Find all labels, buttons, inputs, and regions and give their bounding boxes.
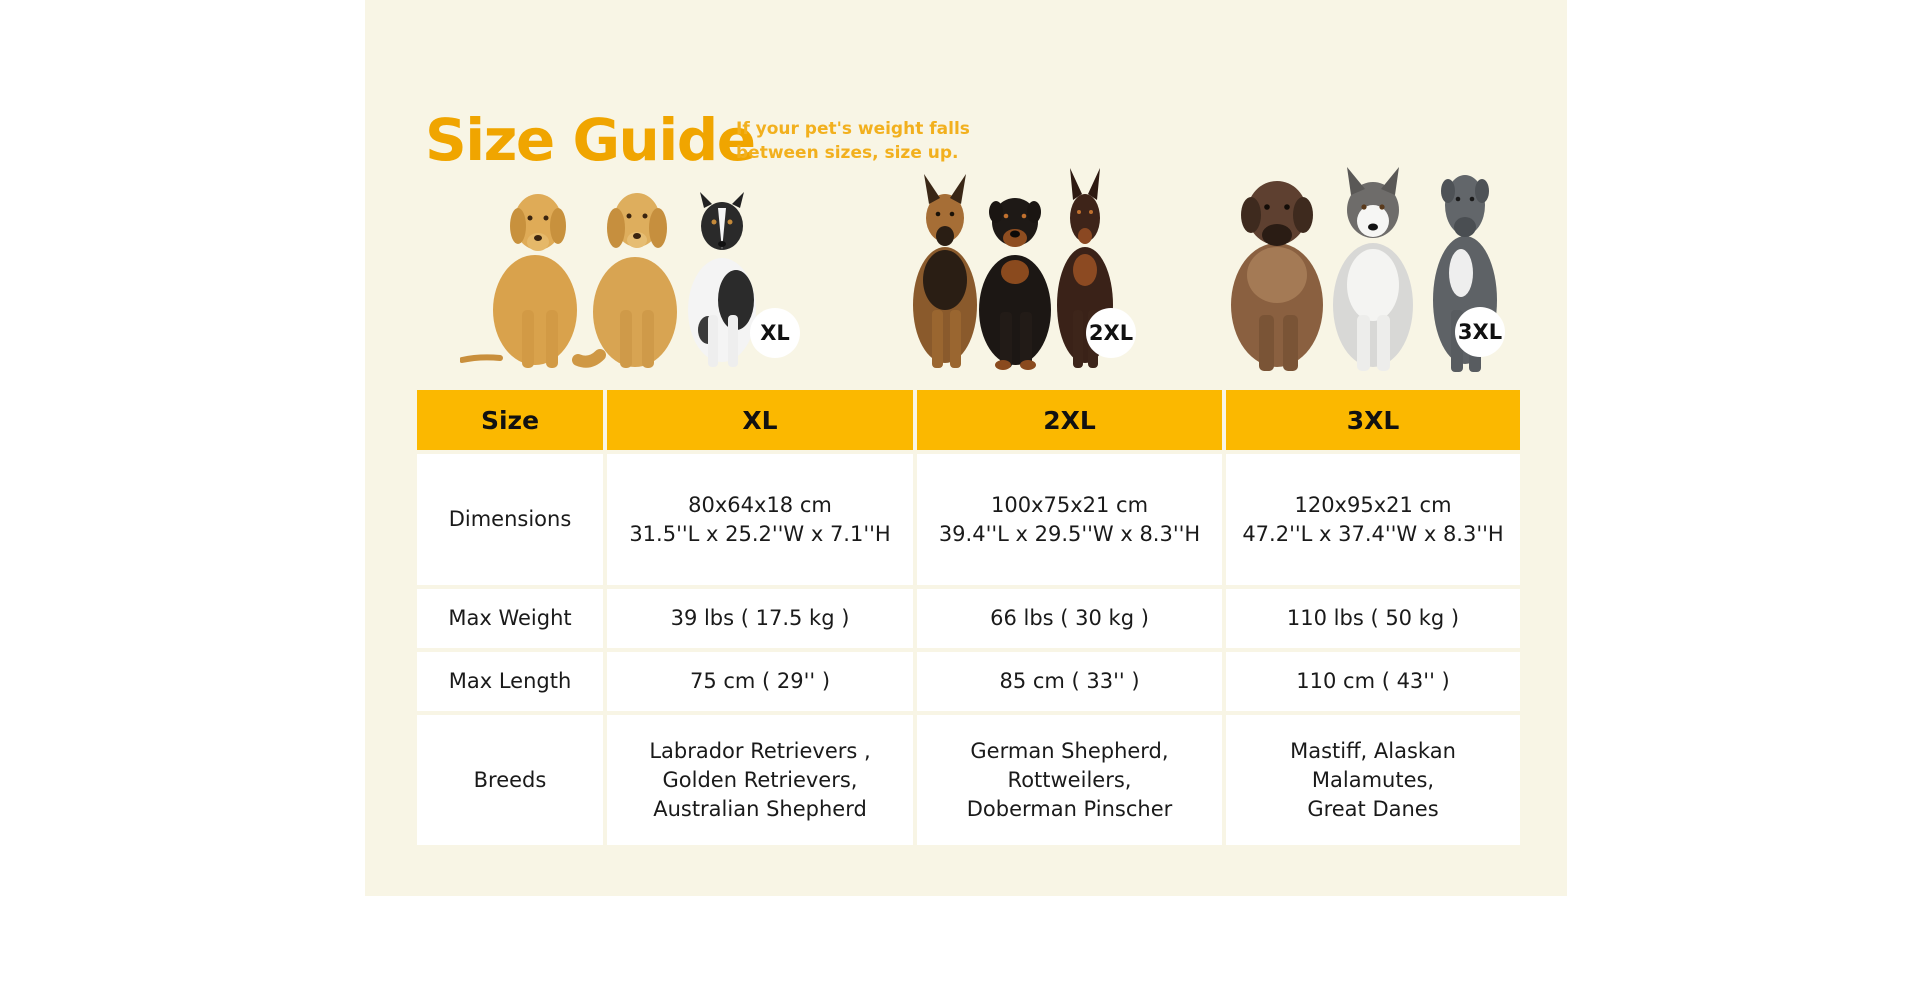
dimensions-xl-metric: 80x64x18 cm: [688, 492, 832, 517]
dog-group-2xl: [900, 160, 1140, 375]
max-length-2xl: 85 cm ( 33'' ): [915, 650, 1224, 713]
table-row-max-weight: [415, 587, 1522, 650]
row-label-dimensions: Dimensions: [415, 452, 605, 587]
max-length-3xl: 110 cm ( 43'' ): [1224, 650, 1522, 713]
breeds-xl: [605, 713, 915, 847]
dimensions-3xl-imperial: 47.2''L x 37.4''W x 8.3''H: [1242, 521, 1504, 546]
note-line-2: between sizes, size up.: [736, 143, 959, 163]
breed-xl-1: Labrador Retrievers ,: [649, 738, 871, 763]
dimensions-xl: [605, 452, 915, 587]
table-header-row: [415, 388, 1522, 452]
size-badge-3xl: 3XL: [1455, 307, 1505, 357]
australian-shepherd-illustration: [688, 192, 756, 367]
dimensions-3xl-metric: 120x95x21 cm: [1294, 492, 1452, 517]
page-title: Size Guide: [425, 106, 755, 174]
size-badge-xl: XL: [750, 308, 800, 358]
dimensions-3xl: [1224, 452, 1522, 587]
dog-group-xl: [460, 160, 800, 375]
dimensions-xl-imperial: 31.5''L x 25.2''W x 7.1''H: [629, 521, 891, 546]
breeds-2xl: [915, 713, 1224, 847]
mastiff-illustration: [1231, 181, 1323, 371]
alaskan-malamute-illustration: [1333, 167, 1413, 371]
breed-xl-3: Australian Shepherd: [653, 796, 867, 821]
size-badge-2xl: 2XL: [1086, 308, 1136, 358]
breed-3xl-1: Mastiff, Alaskan: [1290, 738, 1456, 763]
max-weight-3xl: 110 lbs ( 50 kg ): [1224, 587, 1522, 650]
size-table: [413, 386, 1524, 849]
german-shepherd-illustration: [913, 174, 977, 368]
rottweiler-illustration: [979, 198, 1051, 370]
dogs-xl-image: [460, 160, 790, 375]
size-guide-panel: [365, 0, 1567, 896]
dimensions-2xl-metric: 100x75x21 cm: [990, 492, 1149, 517]
breed-xl-2: Golden Retrievers,: [662, 767, 858, 792]
dimensions-2xl: [915, 452, 1224, 587]
header-xl: XL: [605, 388, 915, 452]
header-3xl: 3XL: [1224, 388, 1522, 452]
breeds-3xl: [1224, 713, 1522, 847]
dimensions-2xl-imperial: 39.4''L x 29.5''W x 8.3''H: [938, 521, 1201, 546]
header-2xl: 2XL: [915, 388, 1224, 452]
dog-group-3xl: [1225, 155, 1515, 370]
size-up-note: [736, 117, 976, 165]
breed-2xl-2: Rottweilers,: [1007, 767, 1132, 792]
labrador-retriever-illustration: [462, 194, 577, 368]
golden-retriever-illustration: [578, 193, 677, 368]
max-weight-2xl: 66 lbs ( 30 kg ): [915, 587, 1224, 650]
max-weight-xl: 39 lbs ( 17.5 kg ): [605, 587, 915, 650]
breed-2xl-3: Doberman Pinscher: [966, 796, 1173, 821]
row-label-max-length: Max Length: [415, 650, 605, 713]
table-row-max-length: [415, 650, 1522, 713]
table-row-breeds: [415, 713, 1522, 847]
header-size: Size: [415, 388, 605, 452]
row-label-max-weight: Max Weight: [415, 587, 605, 650]
max-length-xl: 75 cm ( 29'' ): [605, 650, 915, 713]
breed-3xl-3: Great Danes: [1307, 796, 1439, 821]
note-line-1: If your pet's weight falls: [736, 119, 970, 139]
row-label-breeds: Breeds: [415, 713, 605, 847]
breed-2xl-1: German Shepherd,: [970, 738, 1169, 763]
breed-3xl-2: Malamutes,: [1311, 767, 1435, 792]
table-row-dimensions: [415, 452, 1522, 587]
